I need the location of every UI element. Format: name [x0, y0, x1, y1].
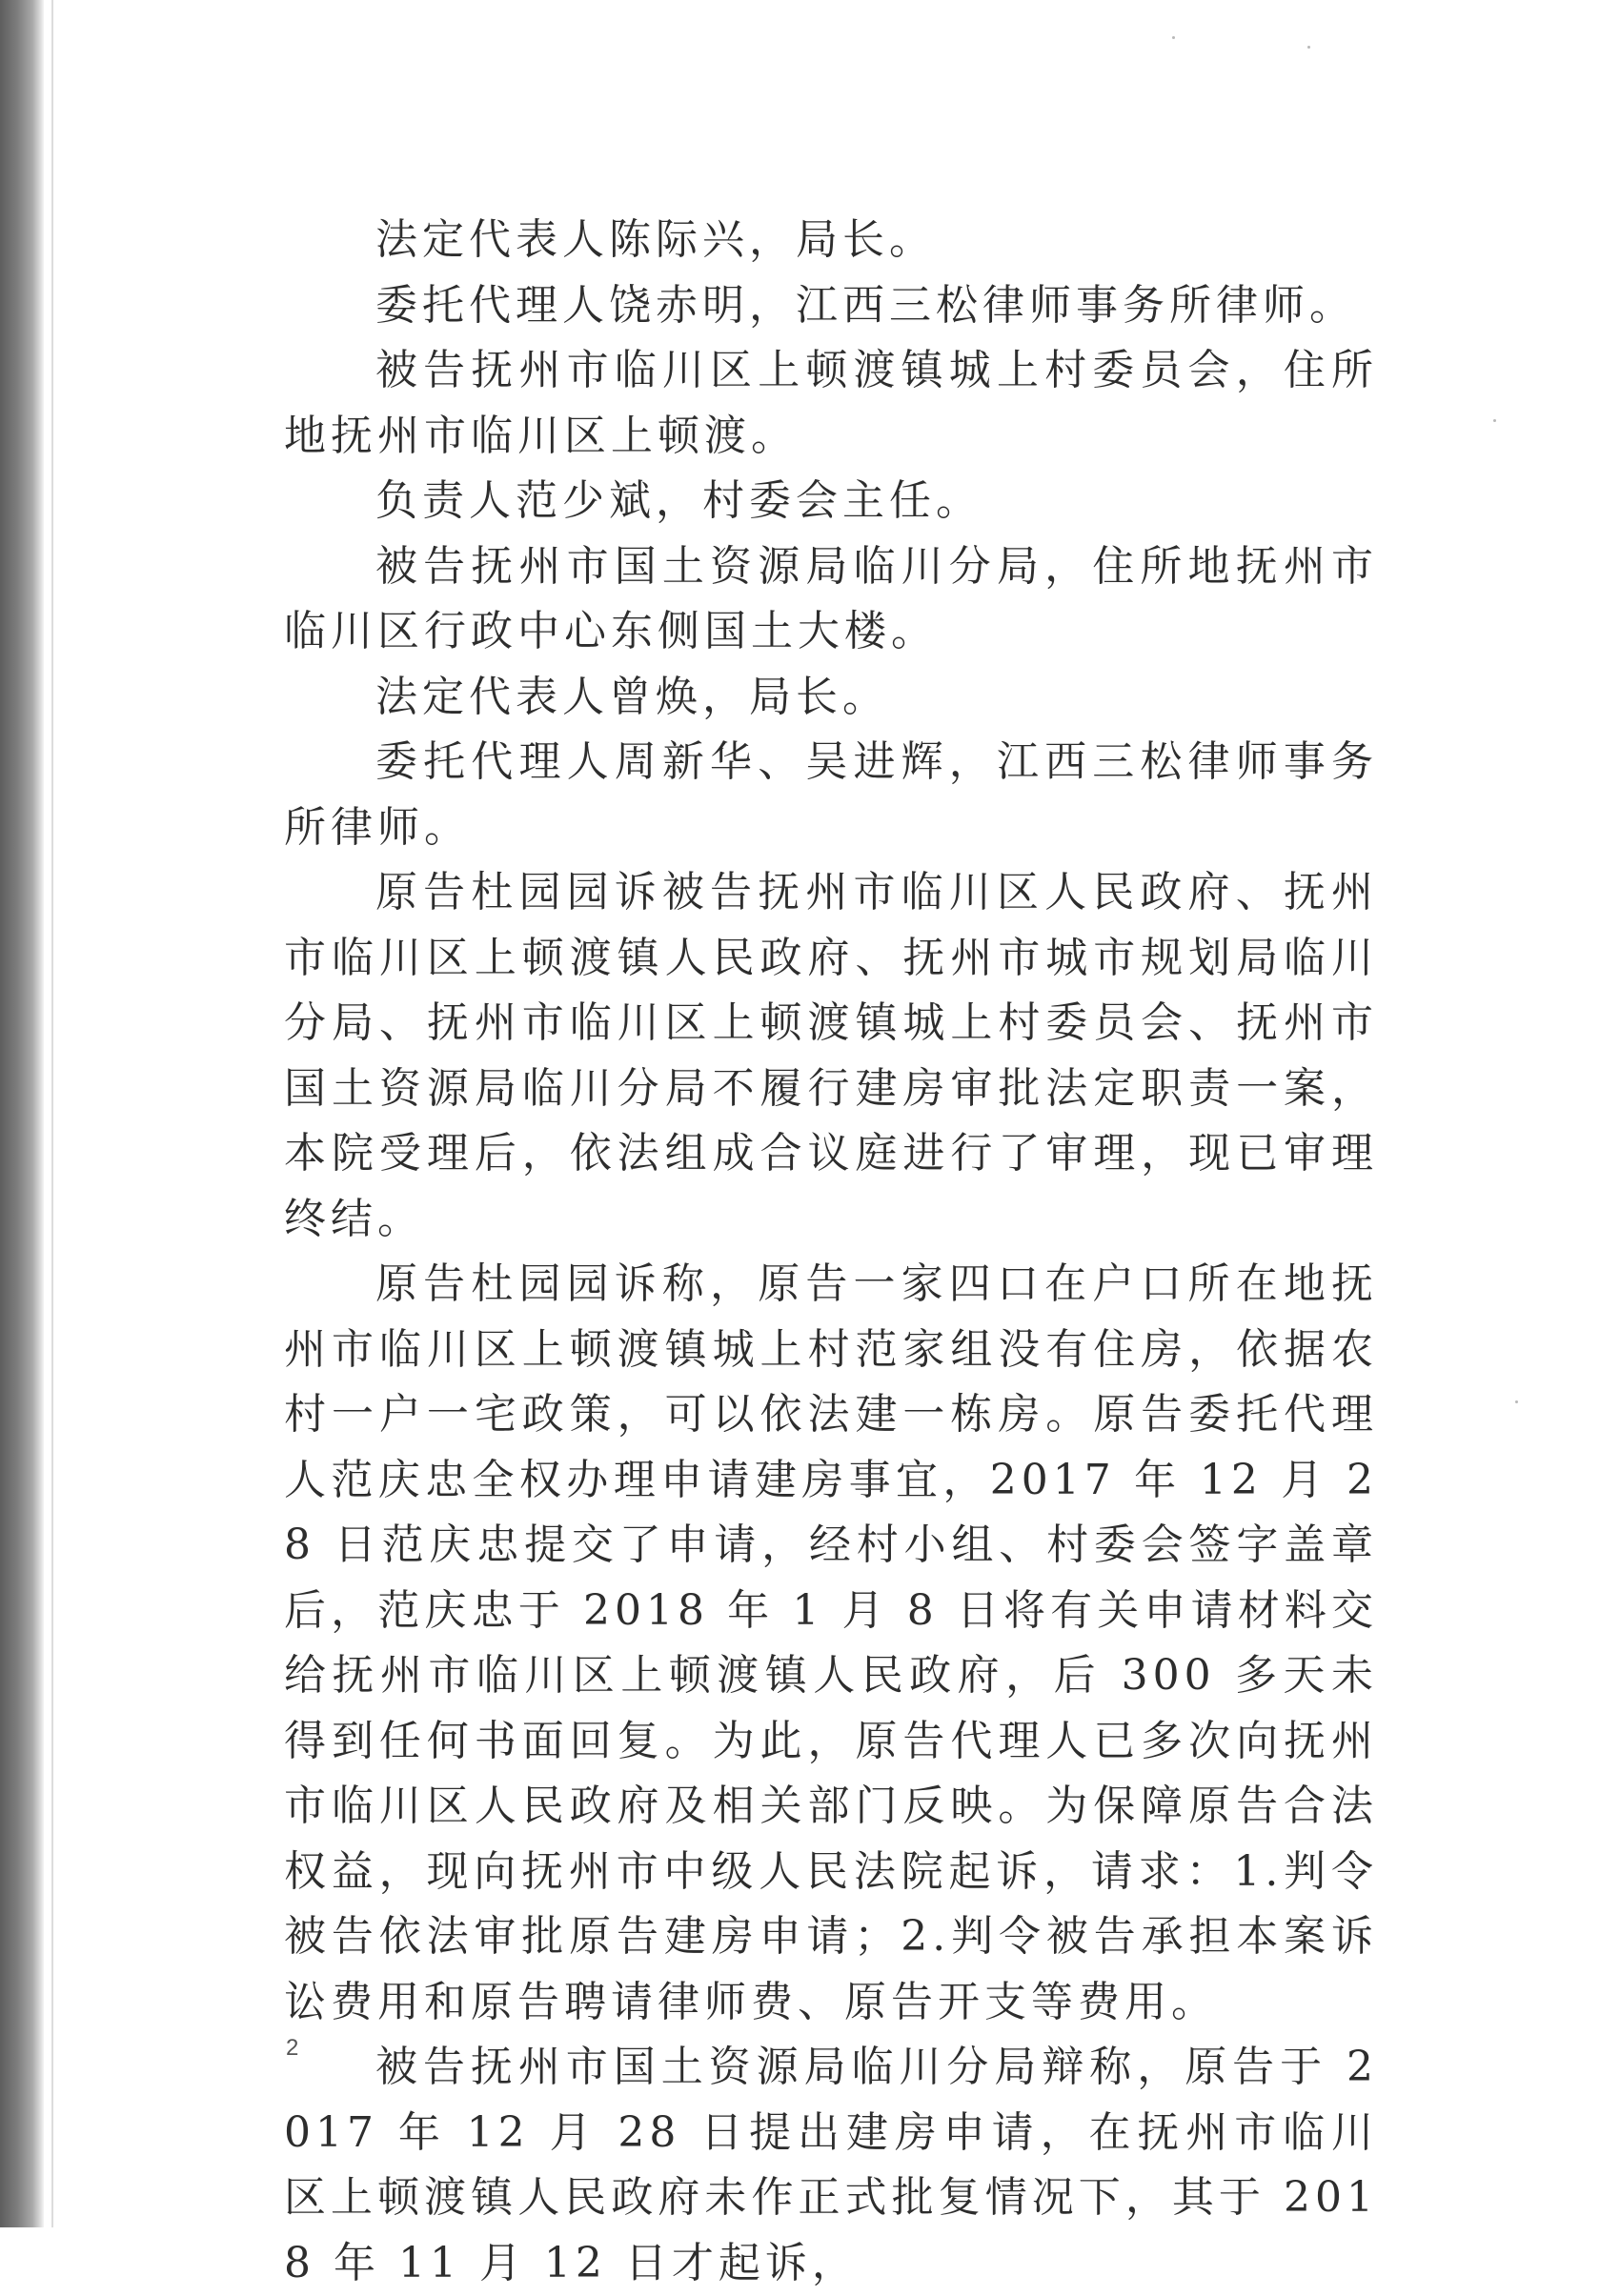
scan-speck [1172, 36, 1175, 39]
paragraph-defendant-village-committee: 被告抚州市临川区上顿渡镇城上村委员会，住所地抚州市临川区上顿渡。 [284, 346, 1378, 460]
paragraph-defendant-defense: 被告抚州市国土资源局临川分局辩称，原告于 2017 年 12 月 28 日提出建房申请，在抚州市临川区上顿渡镇人民政府未作正式批复情况下，其于 2018 年 11 月 12 日才起诉， [284, 2043, 1378, 2287]
paragraph-agent-1: 委托代理人饶赤明，江西三松律师事务所律师。 [375, 280, 1356, 330]
paragraph-legal-rep-1: 法定代表人陈际兴，局长。 [375, 215, 936, 264]
scan-speck [1515, 1400, 1518, 1403]
scanner-fold-line [51, 0, 53, 2227]
paragraph-agent-2: 委托代理人周新华、吴进辉，江西三松律师事务所律师。 [284, 737, 1378, 852]
paragraph-case-summary: 原告杜园园诉被告抚州市临川区人民政府、抚州市临川区上顿渡镇人民政府、抚州市城市规划局临川分局、抚州市临川区上顿渡镇城上村委员会、抚州市国土资源局临川分局不履行建房审批法定职责一案，本院受理后，依法组成合议庭进行了审理，现已审理终结。 [284, 868, 1378, 1243]
scan-speck [1493, 419, 1496, 422]
paragraph-legal-rep-2: 法定代表人曾焕，局长。 [375, 672, 889, 721]
paragraph-defendant-land-bureau: 被告抚州市国土资源局临川分局，住所地抚州市临川区行政中心东侧国土大楼。 [284, 541, 1378, 655]
scan-speck [1307, 46, 1310, 49]
scanner-edge-shadow [0, 0, 44, 2227]
paragraph-plaintiff-claims: 原告杜园园诉称，原告一家四口在户口所在地抚州市临川区上顿渡镇城上村范家组没有住房，依据农村一户一宅政策，可以依法建一栋房。原告委托代理人范庆忠全权办理申请建房事宜，2017 年 12 月 28 日范庆忠提交了申请，经村小组、村委会签字盖章后，范庆忠于 2018 年 1 月 8 日将有关申请材料交给抚州市临川区上顿渡镇人民政府，后 300 多天未得到任何书面回复。为此，原告代理人已多次向抚州市临川区人民政府及相关部门反映。为保障原告合法权益，现向抚州市中级人民法院起诉，请求：1.判令被告依法审批原告建房申请；2.判令被告承担本案诉讼费用和原告聘请律师费、原告开支等费用。 [284, 1259, 1378, 2026]
paragraph-person-in-charge: 负责人范少斌，村委会主任。 [375, 476, 982, 525]
page-number: 2 [286, 2035, 299, 2061]
document-body [284, 208, 1378, 2296]
